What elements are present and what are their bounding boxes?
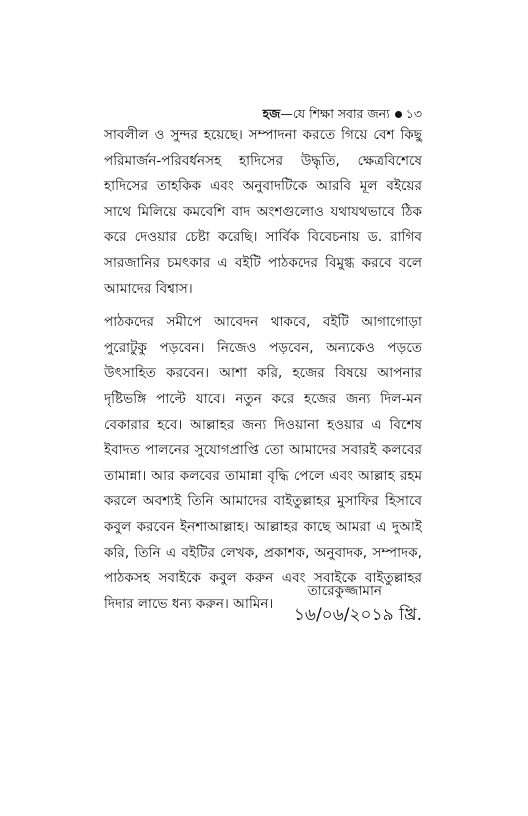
header-title: হজ	[262, 106, 281, 121]
body-text	[104, 123, 422, 617]
running-header	[104, 106, 422, 122]
author-name: তারেকুজ্জামান	[307, 583, 382, 599]
bullet-icon	[395, 111, 402, 118]
paragraph-2: পাঠকদের সমীপে আবেদন থাকবে, বইটি আগাগোড়া পুরোটুকু পড়বেন। নিজেও পড়বেন, অন্যকেও পড়তে উৎসাহিত করবেন। আশা করি, হজের বিষয়ে আপনার দৃষ্টিভঙ্গি পাল্টে যাবে। নতুন করে হজের জন্য দিল-মন বেকারার হবে। আল্লাহর জন্য দিওয়ানা হওয়ার এ বিশেষ ইবাদত পালনের সুযোগপ্রাপ্তি তো আমাদের সবারই কলবের তামান্না। আর কলবের তামান্না বৃদ্ধি পেলে এবং আল্লাহ রহম করলে অবশ্যই তিনি আমাদের বাইতুল্লাহর মুসাফির হিসাবে কবুল করবেন ইনশাআল্লাহ। আল্লাহর কাছে আমরা এ দুআই করি, তিনি এ বইটির লেখক, প্রকাশক, অনুবাদক, সম্পাদক, পাঠকসহ সবাইকে কবুল করুন এবং সবাইকে বাইতুল্লাহর দিদার লাভে ধন্য করুন। আমিন।	[104, 314, 422, 612]
signature-block	[104, 580, 422, 628]
paragraph-1: সাবলীল ও সুন্দর হয়েছে। সম্পাদনা করতে গিয়ে বেশ কিছু পরিমার্জন-পরিবর্ধনসহ হাদিসের উদ্ধৃতি, ক্ষেত্রবিশেষে হাদিসের তাহকিক এবং অনুবাদটিকে আরবি মূল বইয়ের সাথে মিলিয়ে কমবেশি বাদ অংশগুলোও যথাযথভাবে ঠিক করে দেওয়ার চেষ্টা করেছি। সার্বিক বিবেচনায় ড. রাগিব সারজানির চমৎকার এ বইটি পাঠকদের বিমুগ্ধ করবে বলে আমাদের বিশ্বাস।	[104, 127, 422, 297]
page-number: ১৩	[405, 106, 422, 121]
header-subtitle: —যে শিক্ষা সবার জন্য	[280, 106, 390, 121]
signature-date: ১৬/০৬/২০১৯ খ্রি.	[293, 605, 422, 625]
